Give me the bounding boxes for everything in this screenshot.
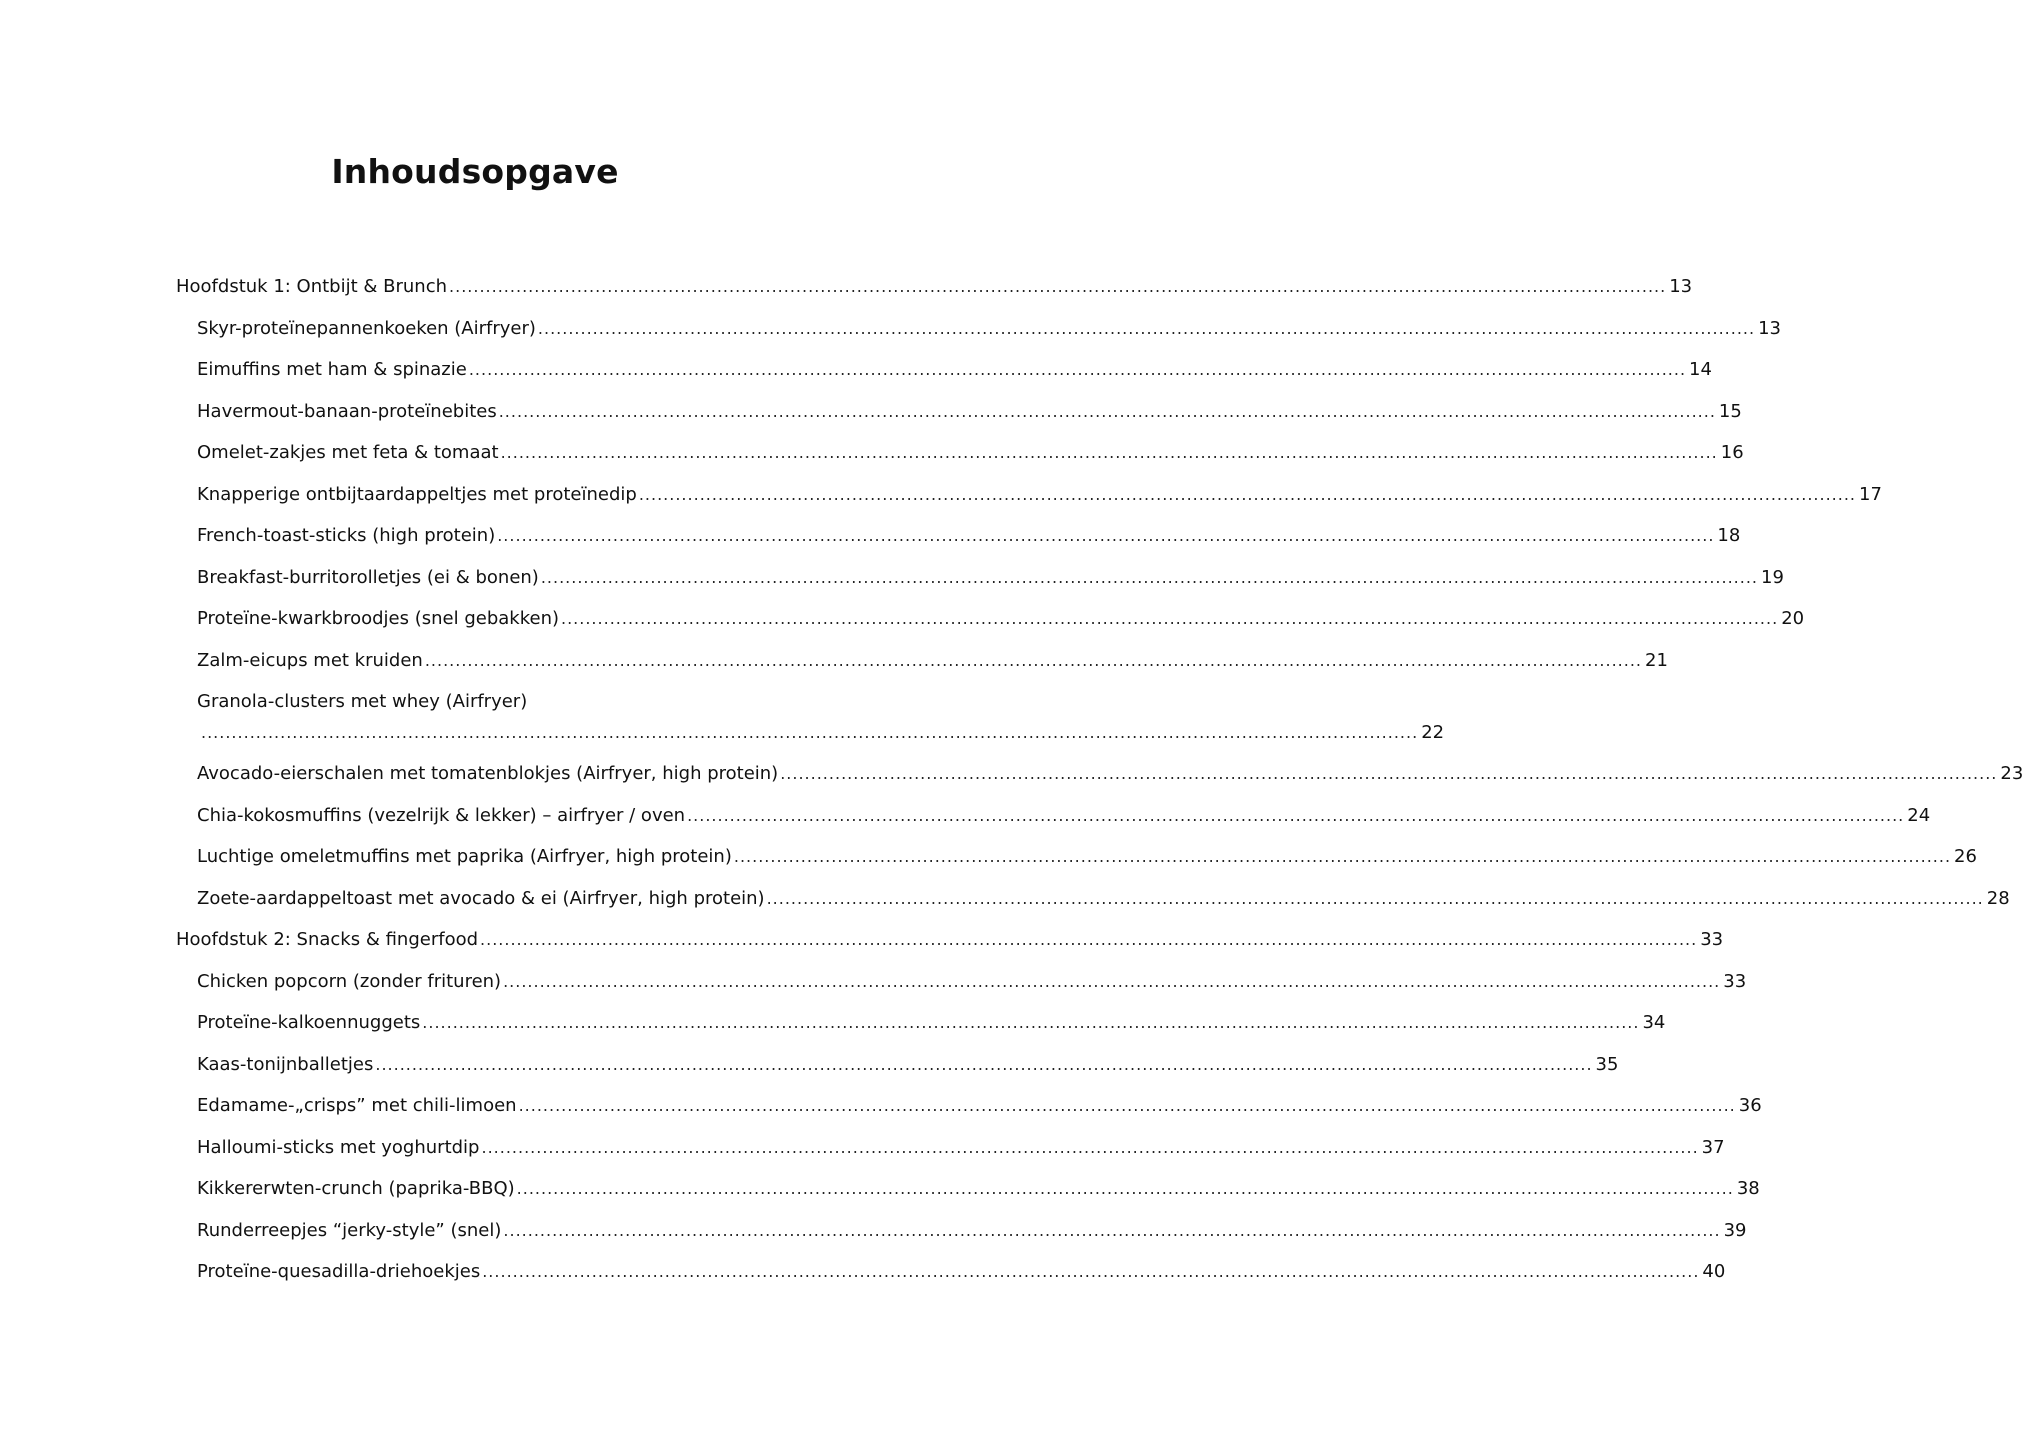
toc-entry-label: Kaas-tonijnballetjes <box>197 1053 374 1075</box>
toc-entry-label: Edamame-„crisps” met chili-limoen <box>197 1095 517 1116</box>
toc-entry <box>176 1002 1666 1044</box>
toc-entry <box>176 681 1445 753</box>
toc-chapter-label: Hoofdstuk 2: Snacks & fingerfood <box>176 929 479 950</box>
toc-entry-label: Zalm-eicups met kruiden <box>197 649 423 671</box>
dot-leader <box>499 391 1716 433</box>
toc-page-number: 35 <box>1595 1053 1619 1075</box>
toc-entry-label: Runderreepjes “jerky-style” (snel) <box>197 1219 502 1241</box>
toc-entry-label: Knapperige ontbijtaardappeltjes met proteïnedip <box>197 483 637 505</box>
page-title: Inhoudsopgave <box>331 152 619 191</box>
toc-entry <box>176 557 1784 599</box>
dot-leader <box>519 1085 1736 1127</box>
toc-entry <box>176 391 1742 433</box>
dot-leader <box>481 1127 1698 1169</box>
dot-leader <box>541 557 1758 599</box>
toc-page-number: 20 <box>1781 608 1805 629</box>
toc-entry-label: Proteïne-kwarkbroodjes (snel gebakken) <box>197 608 559 629</box>
dot-leader <box>538 308 1755 350</box>
toc-page-number: 36 <box>1738 1095 1762 1116</box>
toc-entry <box>176 1085 1762 1127</box>
table-of-contents <box>176 266 2023 1293</box>
toc-page-number: 21 <box>1645 649 1668 671</box>
toc-entry <box>176 836 1977 878</box>
toc-page-number: 34 <box>1642 1012 1666 1033</box>
toc-page-number: 17 <box>1859 483 1882 505</box>
toc-page-number: 33 <box>1700 929 1724 950</box>
toc-entry <box>176 640 1668 682</box>
dot-leader <box>375 1044 1592 1086</box>
toc-page-number: 26 <box>1954 846 1977 867</box>
toc-page-number: 33 <box>1723 970 1747 992</box>
dot-leader <box>480 919 1697 961</box>
toc-entry-label: Avocado-eierschalen met tomatenblokjes (Airfryer, high protein) <box>197 763 779 784</box>
dot-leader <box>425 640 1642 682</box>
toc-entry-label: Proteïne-quesadilla-driehoekjes <box>197 1261 481 1282</box>
toc-entry <box>176 1210 1747 1252</box>
toc-entry <box>176 961 1747 1003</box>
toc-entry-label: Breakfast-burritorolletjes (ei & bonen) <box>197 566 539 588</box>
toc-entry <box>176 349 1712 391</box>
dot-leader <box>780 753 1997 795</box>
dot-leader <box>449 266 1666 308</box>
toc-page-number: 19 <box>1761 566 1784 588</box>
toc-entry <box>176 795 1931 837</box>
toc-entry-label: Omelet-zakjes met feta & tomaat <box>197 442 499 463</box>
toc-chapter-label: Hoofdstuk 1: Ontbijt & Brunch <box>176 276 448 297</box>
dot-leader <box>469 349 1686 391</box>
toc-entry <box>176 598 1805 640</box>
dot-leader <box>687 795 1904 837</box>
dot-leader <box>503 961 1720 1003</box>
toc-chapter-entry <box>176 266 1693 308</box>
toc-entry <box>176 1127 1725 1169</box>
dot-leader <box>639 474 1856 516</box>
toc-entry <box>176 474 1882 516</box>
toc-entry-label: Granola-clusters met whey (Airfryer) <box>197 691 528 712</box>
toc-entry <box>176 1044 1619 1086</box>
toc-entry-label: French-toast-sticks (high protein) <box>197 525 496 546</box>
toc-entry-label: Eimuffins met ham & spinazie <box>197 359 467 380</box>
toc-entry <box>176 878 2010 920</box>
toc-page-number: 24 <box>1907 804 1931 826</box>
toc-entry <box>176 308 1781 350</box>
dot-leader <box>767 878 1984 920</box>
dot-leader <box>201 717 1418 748</box>
toc-page-number: 22 <box>1421 722 1445 743</box>
toc-page-number: 16 <box>1720 442 1744 463</box>
toc-entry-label: Luchtige omeletmuffins met paprika (Airfryer, high protein) <box>197 846 732 867</box>
toc-chapter-entry <box>176 919 1724 961</box>
toc-entry-label: Chicken popcorn (zonder frituren) <box>197 970 502 992</box>
toc-entry-label: Havermout-banaan-proteïnebites <box>197 400 497 422</box>
toc-page-number: 38 <box>1736 1178 1760 1199</box>
toc-page-number: 40 <box>1702 1261 1726 1282</box>
toc-page-number: 13 <box>1758 317 1781 339</box>
toc-entry-label: Halloumi-sticks met yoghurtdip <box>197 1136 480 1158</box>
toc-page-number: 23 <box>2000 763 2023 784</box>
toc-entry <box>176 515 1741 557</box>
toc-entry-label: Zoete-aardappeltoast met avocado & ei (Airfryer, high protein) <box>197 887 765 909</box>
toc-entry <box>176 753 2023 795</box>
dot-leader <box>734 836 1951 878</box>
dot-leader <box>517 1168 1734 1210</box>
toc-entry-continuation <box>197 717 1445 748</box>
dot-leader <box>561 598 1778 640</box>
toc-entry <box>176 1251 1726 1293</box>
toc-entry-label: Kikkererwten-crunch (paprika-BBQ) <box>197 1178 515 1199</box>
toc-entry-label: Chia-kokosmuffins (vezelrijk & lekker) – airfryer / oven <box>197 804 686 826</box>
toc-page-number: 14 <box>1689 359 1712 380</box>
toc-entry-label: Skyr-proteïnepannenkoeken (Airfryer) <box>197 317 536 339</box>
toc-page-number: 39 <box>1723 1219 1747 1241</box>
toc-entry <box>176 432 1744 474</box>
dot-leader <box>503 1210 1720 1252</box>
toc-page-number: 28 <box>1986 887 2010 909</box>
dot-leader <box>501 432 1718 474</box>
toc-page-number: 15 <box>1718 400 1742 422</box>
toc-page-number: 37 <box>1701 1136 1725 1158</box>
toc-entry <box>176 1168 1760 1210</box>
dot-leader <box>497 515 1714 557</box>
toc-entry-label: Proteïne-kalkoennuggets <box>197 1012 421 1033</box>
dot-leader <box>482 1251 1699 1293</box>
toc-page-number: 13 <box>1669 276 1693 297</box>
dot-leader <box>422 1002 1639 1044</box>
toc-page-number: 18 <box>1717 525 1741 546</box>
